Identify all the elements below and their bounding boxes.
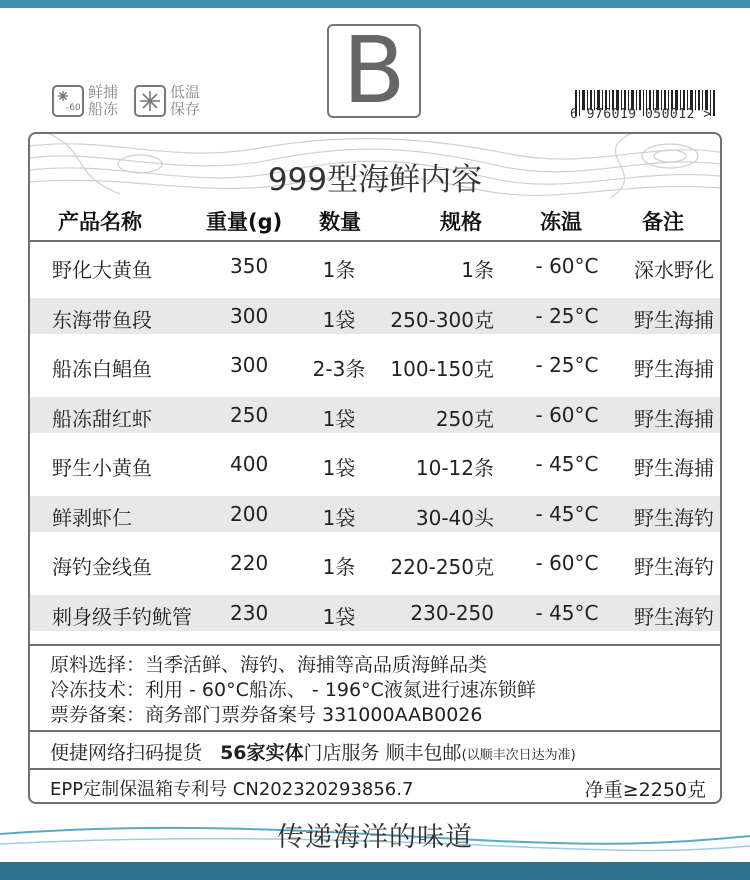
freeze-temp-cell: - 25°C (535, 353, 599, 377)
content-card (28, 132, 722, 804)
quantity-cell: 1袋 (322, 406, 356, 431)
patent-number: EPP定制保温箱专利号 CN202320293856.7 (50, 779, 414, 800)
column-header: 备注 (642, 210, 684, 234)
column-header: 冻温 (540, 210, 582, 234)
patent-divider (30, 768, 720, 770)
card-title: 999型海鲜内容 (267, 162, 483, 198)
snowflake-temperature-icon (52, 85, 84, 117)
note-cell: 野生海捕 (634, 406, 714, 431)
weight-cell: 300 (230, 303, 269, 328)
note-cell: 野生海捕 (634, 456, 714, 480)
product-name-cell: 船冻甜红虾 (52, 406, 152, 431)
note-cell: 野生海钓 (634, 604, 714, 629)
table-row (30, 397, 720, 433)
feature-low-temp (134, 84, 202, 118)
info-line-material: 原料选择：当季活鲜、海钓、海捕等高品质海鲜品类 (50, 654, 488, 676)
service-line (50, 738, 576, 765)
freeze-temp-cell: - 60°C (535, 551, 599, 575)
table-row (30, 446, 720, 482)
top-color-band (0, 0, 750, 8)
freeze-temp-cell: - 60°C (535, 402, 599, 427)
snowflake-icon (134, 85, 166, 117)
weight-cell: 220 (230, 551, 269, 575)
product-name-cell: 海钓金线鱼 (52, 555, 152, 579)
feature-label: 低温保存 (170, 83, 201, 118)
table-row (30, 298, 720, 334)
footer-slogan: 传递海洋的味道 (277, 822, 473, 853)
note-cell: 野生海钓 (634, 505, 714, 530)
note-cell: 野生海捕 (634, 357, 714, 381)
store-count: 56家实体 (220, 742, 304, 764)
feature-ship-frozen (52, 84, 120, 118)
note-cell: 野生海钓 (634, 555, 714, 579)
spec-cell: 30-40头 (415, 505, 494, 530)
barcode-number: 6 976019 050012 > (570, 107, 712, 122)
service-text: 便捷网络扫码提货 (50, 742, 203, 764)
bottom-color-band (0, 862, 750, 880)
column-header: 重量(g) (206, 210, 283, 234)
product-name-cell: 刺身级手钓鱿管 (52, 604, 192, 629)
feature-label: 鲜捕船冻 (88, 83, 119, 118)
quantity-cell: 1袋 (322, 505, 356, 530)
freeze-temp-cell: - 60°C (535, 254, 599, 278)
note-cell: 深水野化 (634, 258, 714, 282)
weight-cell: 230 (230, 600, 269, 625)
info-line-voucher: 票券备案：商务部门票券备案号 331000AAB0026 (50, 704, 483, 726)
shipping-note: (以顺丰次日达为准) (461, 748, 576, 763)
column-header: 规格 (440, 210, 482, 234)
quantity-cell: 2-3条 (312, 357, 366, 381)
header-divider (30, 240, 720, 242)
freeze-temp-cell: - 25°C (535, 303, 599, 328)
spec-cell: 230-250 (410, 600, 494, 625)
table-row (30, 545, 720, 581)
spec-cell: 220-250克 (390, 555, 494, 579)
info-line-freezing: 冷冻技术：利用 - 60°C船冻、 - 196°C液氮进行速冻锁鲜 (50, 679, 536, 701)
spec-cell: 1条 (461, 258, 494, 282)
info-divider (30, 644, 720, 646)
freeze-temp-cell: - 45°C (535, 501, 599, 526)
weight-cell: 350 (230, 254, 269, 278)
quantity-cell: 1袋 (322, 456, 356, 480)
quantity-cell: 1条 (322, 258, 356, 282)
table-row (30, 347, 720, 383)
quantity-cell: 1条 (322, 555, 356, 579)
product-name-cell: 野化大黄鱼 (52, 258, 152, 282)
spec-cell: 250-300克 (390, 307, 494, 332)
product-name-cell: 东海带鱼段 (52, 307, 152, 332)
grade-badge: B (327, 24, 421, 118)
weight-cell: 200 (230, 501, 269, 526)
product-name-cell: 鲜剥虾仁 (52, 505, 132, 530)
column-header: 数量 (319, 210, 361, 234)
weight-cell: 400 (230, 452, 269, 476)
net-weight: 净重≥2250克 (584, 779, 706, 801)
service-text: 门店服务 顺丰包邮 (303, 742, 462, 764)
note-cell: 野生海捕 (634, 307, 714, 332)
service-divider (30, 730, 720, 732)
table-row (30, 496, 720, 532)
quantity-cell: 1袋 (322, 307, 356, 332)
weight-cell: 300 (230, 353, 269, 377)
spec-cell: 250克 (435, 406, 494, 431)
quantity-cell: 1袋 (322, 604, 356, 629)
freeze-temp-cell: - 45°C (535, 452, 599, 476)
table-row (30, 595, 720, 631)
table-header (30, 206, 720, 240)
spec-cell: 100-150克 (390, 357, 494, 381)
column-header: 产品名称 (58, 210, 142, 234)
table-row (30, 248, 720, 284)
freeze-temp-cell: - 45°C (535, 600, 599, 625)
weight-cell: 250 (230, 402, 269, 427)
product-name-cell: 野生小黄鱼 (52, 456, 152, 480)
icon-temperature-text: -60 (66, 103, 81, 113)
product-name-cell: 船冻白鲳鱼 (52, 357, 152, 381)
spec-cell: 10-12条 (415, 456, 494, 480)
